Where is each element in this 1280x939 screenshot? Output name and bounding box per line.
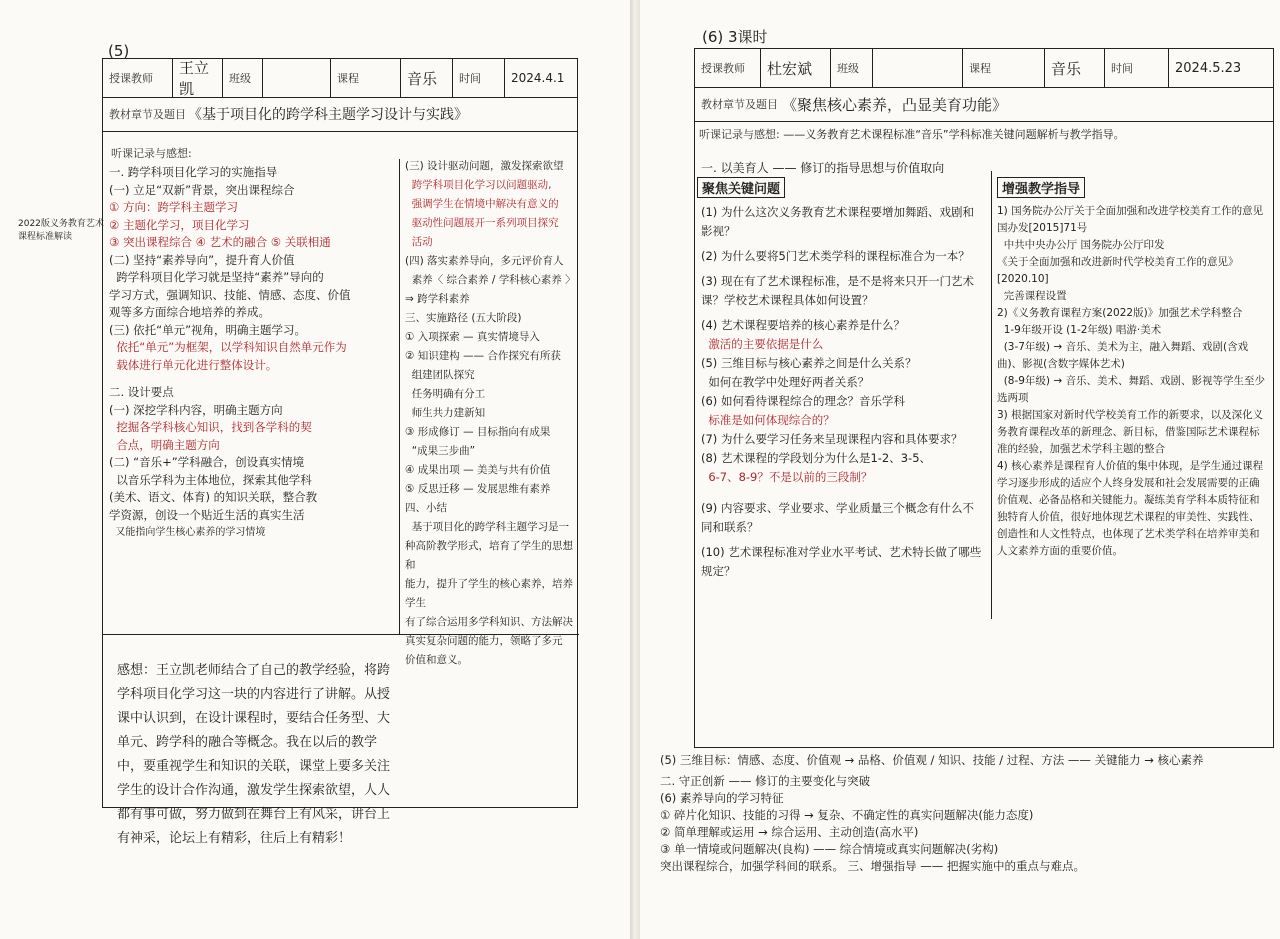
left-notes-label: 听课记录与感想: <box>111 147 192 160</box>
left-course-value: 音乐 <box>401 59 453 97</box>
left-observation-form <box>102 58 578 846</box>
right-sheet-number: (6) 3课时 <box>702 28 768 46</box>
key-questions-box: 聚焦关键问题 <box>697 177 785 198</box>
note-line: ④ 成果出项 — 美美与共有价值 <box>405 464 551 476</box>
guidance-line: 1) 国务院办公厅关于全面加强和改进学校美育工作的意见国办发[2015]71号 <box>997 205 1264 234</box>
question-line: (9) 内容要求、学业要求、学业质量三个概念有什么不同和联系？ <box>701 501 974 534</box>
left-header-row <box>103 59 577 98</box>
left-reflection-text: 感想：王立凯老师结合了自己的教学经验，将跨学科项目化学习这一块的内容进行了讲解。从授课中认识到，在设计课程时，要结合任务型、大单元、跨学科的融合等概念。我在以后的教学中，要重视学生和知识的关联，课堂上要多关注学生的设计合作沟通，激发学生探索欲望，人人都有事可做，努力做到在舞台上有风采，讲台上有神采，论坛上有精彩，往后上有精彩！ <box>117 663 391 846</box>
note-line: (二) 坚持“素养导向”，提升育人价值 <box>109 252 295 267</box>
note-line: 四、小结 <box>405 502 447 514</box>
right-topic-row <box>695 87 1273 122</box>
note-line: (美术、语文、体育) 的知识关联，整合教 <box>109 490 318 504</box>
left-column-divider <box>399 159 400 634</box>
right-course-label: 课程 <box>963 49 1045 87</box>
right-notes-column-1 <box>697 201 989 583</box>
question-line: (5) 三维目标与核心素养之间是什么关系？ <box>701 356 917 370</box>
bottom-line: 二. 守正创新 —— 修订的主要变化与突破 <box>660 774 871 788</box>
left-notes-column-1 <box>105 162 397 544</box>
right-teacher-name: 杜宏斌 <box>761 49 831 87</box>
note-line: 真实复杂问题的能力，领略了多元 <box>405 635 563 647</box>
right-notes-label: 听课记录与感想: <box>699 128 780 141</box>
right-class-label: 班级 <box>831 49 873 87</box>
note-line: ③ 形成修订 — 目标指向有成果 <box>405 426 551 438</box>
bottom-line: ③ 单一情境或问题解决(良构) —— 综合情境或真实问题解决(劣构) <box>660 842 999 856</box>
right-box-wrap-1 <box>697 177 785 198</box>
right-time-label: 时间 <box>1105 49 1169 87</box>
note-line: (二) “音乐+”学科融合，创设真实情境 <box>109 455 305 469</box>
right-page <box>640 0 1280 939</box>
note-line: 驱动性问题展开一系列项目探究 <box>405 217 559 229</box>
guidance-line: 完善课程设置 <box>997 290 1067 302</box>
note-line: 依托“单元”为框架，以学科知识自然单元作为 <box>109 340 347 354</box>
question-line: (6) 如何看待课程综合的理念？音乐学科 <box>701 394 905 408</box>
note-line: ① 方向：跨学科主题学习 <box>109 200 238 214</box>
note-line: 价值和意义。 <box>405 654 468 666</box>
note-line: “成果三步曲” <box>405 445 476 457</box>
note-line: 强调学生在情境中解决有意义的 <box>405 198 559 210</box>
left-teacher-name: 王立凯 <box>173 59 223 97</box>
question-line: (2) 为什么要将5门艺术类学科的课程标准合为一本？ <box>701 249 970 263</box>
right-course-value: 音乐 <box>1045 49 1105 87</box>
bottom-line: 突出课程综合，加强学科间的联系。 三、增强指导 —— 把握实施中的重点与难点。 <box>660 859 1085 873</box>
left-class-value <box>263 59 331 97</box>
left-topic-row <box>103 97 577 132</box>
note-line: 基于项目化的跨学科主题学习是一 <box>405 521 570 533</box>
question-line: (4) 艺术课程要培养的核心素养是什么？ <box>701 318 905 332</box>
note-line: 跨学科项目化学习就是坚持“素养”导向的 <box>109 270 324 284</box>
guidance-line: 2)《义务教育课程方案(2022版)》加强艺术学科整合 <box>997 307 1243 319</box>
note-line: (三) 设计驱动问题，激发探索欲望 <box>405 160 564 172</box>
note-line: 学资源，创设一个贴近生活的真实生活 <box>109 507 305 522</box>
note-line: 能力，提升了学生的核心素养，培养学生 <box>405 578 573 609</box>
right-topic-label: 教材章节及题目 <box>701 98 778 111</box>
question-line: (10) 艺术课程标准对学业水平考试、艺术特长做了哪些规定？ <box>701 545 982 578</box>
question-line: 标准是如何体现综合的？ <box>701 413 835 427</box>
note-line: ③ 突出课程综合 ④ 艺术的融合 ⑤ 关联相通 <box>109 235 331 249</box>
note-line: 任务明确有分工 <box>405 388 486 400</box>
left-margin-note: 2022版义务教育艺术课程标准解读 <box>18 219 104 242</box>
question-line: (1) 为什么这次义务教育艺术课程要增加舞蹈、戏剧和影视？ <box>701 205 974 238</box>
note-line: 跨学科项目化学习以问题驱动, <box>405 179 552 191</box>
right-topic-title: 《聚焦核心素养，凸显美育功能》 <box>782 95 1008 114</box>
note-line: ① 入项探索 — 真实情境导入 <box>405 331 540 343</box>
right-notes-subtitle: ——义务教育艺术课程标准“音乐”学科标准关键问题解析与教学指导。 <box>783 128 1125 141</box>
right-column-divider <box>991 171 992 619</box>
question-line: (8) 艺术课程的学段划分为什么是1-2、3-5、 <box>701 451 932 465</box>
note-line: 挖掘各学科核心知识，找到各学科的契 <box>109 420 312 434</box>
note-line: (四) 落实素养导向，多元评价育人 <box>405 255 564 267</box>
left-topic-title: 《基于项目化的跨学科主题学习设计与实践》 <box>188 107 468 123</box>
left-notes-column-2 <box>401 155 579 672</box>
right-notes-header <box>699 127 1271 143</box>
note-line: 合点，明确主题方向 <box>109 437 220 452</box>
bottom-line: (6) 素养导向的学习特征 <box>660 791 784 805</box>
note-line: ② 知识建构 —— 合作探究有所获 <box>405 350 561 362</box>
note-line: 又能指向学生核心素养的学习情境 <box>109 527 266 538</box>
note-line: 师生共力建新知 <box>405 407 486 419</box>
right-bottom-notes <box>660 752 1270 875</box>
right-box-wrap-2 <box>997 177 1085 198</box>
note-line: (三) 依托“单元”视角，明确主题学习。 <box>109 322 307 337</box>
question-line: (7) 为什么要学习任务来呈现课程内容和具体要求？ <box>701 432 963 446</box>
note-line: 载体进行单元化进行整体设计。 <box>109 357 278 372</box>
left-page <box>0 0 632 939</box>
left-time-label: 时间 <box>453 59 505 97</box>
left-topic-label: 教材章节及题目 <box>109 108 186 121</box>
note-line: 二. 设计要点 <box>109 385 174 399</box>
right-time-value: 2024.5.23 <box>1175 60 1242 76</box>
note-line: 有了综合运用多学科知识、方法解决 <box>405 616 573 628</box>
guidance-line: 3) 根据国家对新时代学校美育工作的新要求，以及深化义务教育课程改革的新理念、新目标，借鉴国际艺术课程标准的经验，加强艺术学科主题的整合 <box>997 409 1264 455</box>
right-teacher-label: 授课教师 <box>695 49 761 87</box>
guidance-line: 《关于全面加强和改进新时代学校美育工作的意见》[2020.10] <box>997 256 1239 285</box>
guidance-line: 1-9年级开设 (1-2年级) 唱游·美术 <box>997 324 1162 336</box>
right-header-row <box>695 49 1273 88</box>
guidance-line: 4) 核心素养是课程育人价值的集中体现，是学生通过课程学习逐步形成的适应个人终身发展和社会发展需要的正确价值观、必备品格和关键能力。凝练美育学科本质特征和独特育人价值，很好地体现艺术课程的审美性、实践性、创造性和人文性特点，也体现了艺术类学科在培养审美和人文素养方面的重要价值。 <box>997 460 1264 557</box>
note-line: 三、实施路径 (五大阶段) <box>405 312 522 324</box>
guidance-line: (8-9年级) → 音乐、美术、舞蹈、戏剧、影视等学生至少选两项 <box>997 375 1266 404</box>
left-sheet-number: (5) <box>108 42 130 60</box>
note-line: 组建团队探究 <box>405 369 475 381</box>
note-line: (一) 深挖学科内容，明确主题方向 <box>109 402 283 417</box>
note-line: 活动 <box>405 236 433 248</box>
left-time-value: 2024.4.1 <box>511 71 565 85</box>
right-class-value <box>873 49 963 87</box>
teaching-guidance-box: 增强教学指导 <box>997 177 1085 198</box>
note-line: 学习方式，强调知识、技能、情感、态度、价值 <box>109 287 351 302</box>
note-line: (一) 立足“双新”背景，突出课程综合 <box>109 182 295 197</box>
guidance-line: 中共中央办公厅 国务院办公厅印发 <box>997 239 1165 251</box>
bottom-line: ② 简单理解或运用 → 综合运用、主动创造(高水平) <box>660 825 919 839</box>
note-line: 观等多方面综合地培养的养成。 <box>109 305 270 319</box>
note-line: ⑤ 反思迁移 — 发展思维有素养 <box>405 483 551 495</box>
left-class-label: 班级 <box>223 59 263 97</box>
right-notes-column-2 <box>993 201 1273 562</box>
question-line: 如何在教学中处理好两者关系？ <box>701 375 870 389</box>
note-line: 一. 跨学科项目化学习的实施指导 <box>109 165 278 179</box>
right-observation-form <box>694 48 1274 748</box>
note-line: 以音乐学科为主体地位，探索其他学科 <box>109 472 312 487</box>
guidance-line: (3-7年级) → 音乐、美术为主，融入舞蹈、戏剧(含戏曲)、影视(含数字媒体艺术) <box>997 341 1249 370</box>
left-teacher-label: 授课教师 <box>103 59 173 97</box>
right-section-1: 一. 以美育人 —— 修订的指导思想与价值取向 <box>701 161 945 175</box>
note-line: 种高阶教学形式，培育了学生的思想和 <box>405 540 573 571</box>
question-line: 激活的主要依据是什么 <box>701 337 824 351</box>
bottom-line: (5) 三维目标：情感、态度、价值观 → 品格、价值观 / 知识、技能 / 过程、方法 —— 关键能力 → 核心素养 <box>660 753 1204 767</box>
note-line: ② 主题化学习，项目化学习 <box>109 217 250 232</box>
note-line: 素养〈 综合素养 / 学科核心素养 〉⇒ 跨学科素养 <box>405 274 571 305</box>
question-line: (3) 现在有了艺术课程标准，是不是将来只开一门艺术课？学校艺术课程具体如何设置？ <box>701 274 974 307</box>
bottom-line: ① 碎片化知识、技能的习得 → 复杂、不确定性的真实问题解决(能力态度) <box>660 808 1034 822</box>
left-course-label: 课程 <box>331 59 401 97</box>
question-line: 6-7、8-9？不是以前的三段制？ <box>701 470 873 484</box>
